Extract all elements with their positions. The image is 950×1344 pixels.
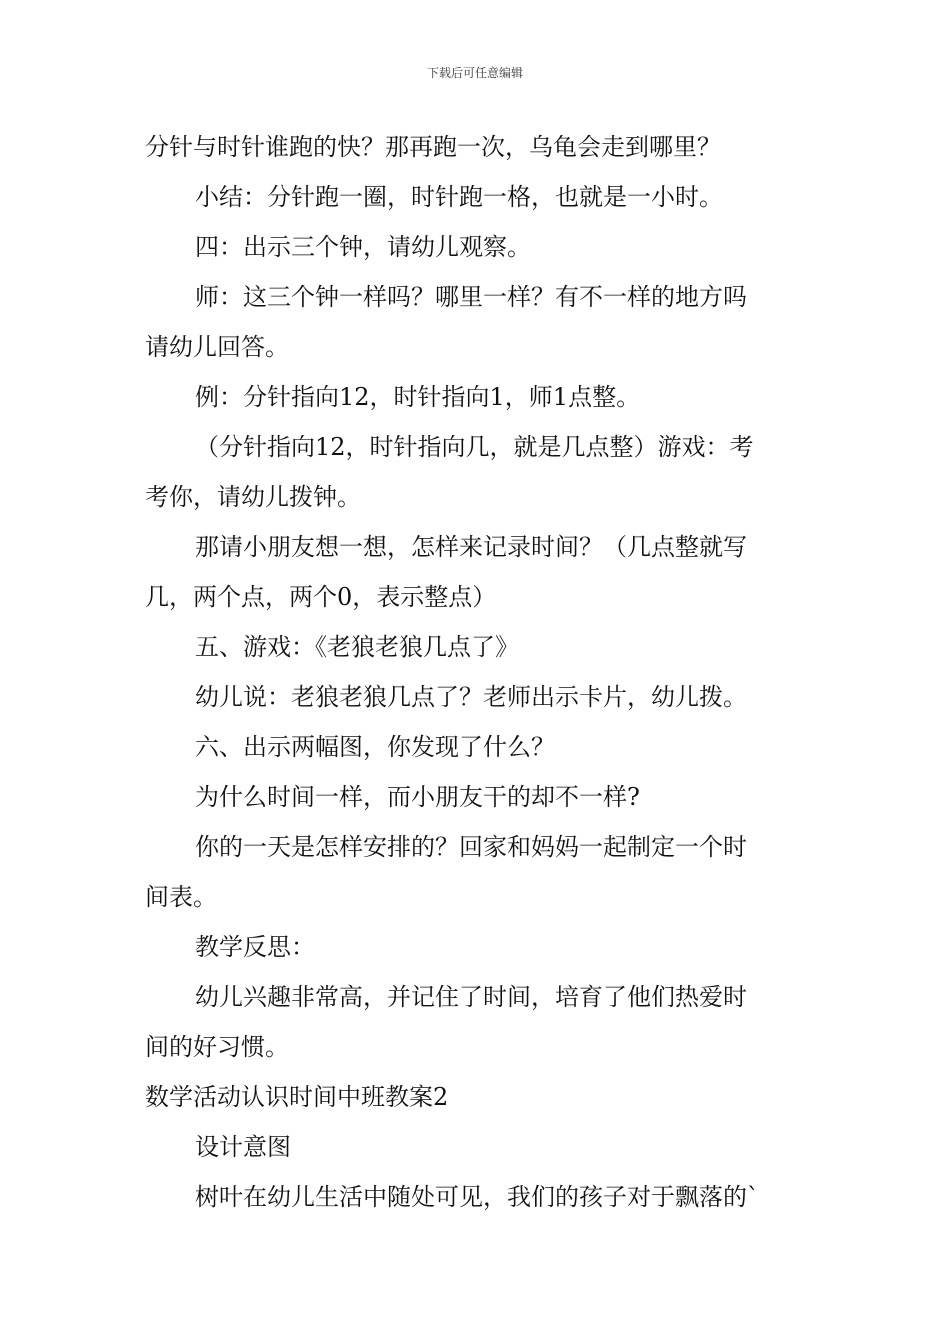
paragraph-line: 那请小朋友想一想，怎样来记录时间？（几点整就写 — [195, 533, 747, 561]
paragraph-line: 几，两个点，两个0，表示整点） — [145, 583, 497, 611]
paragraph-line: 四：出示三个钟，请幼儿观察。 — [195, 233, 531, 261]
paragraph-line: 考你，请幼儿拨钟。 — [145, 483, 361, 511]
paragraph-line: 你的一天是怎样安排的？回家和妈妈一起制定一个时 — [195, 833, 747, 861]
paragraph-line: 为什么时间一样，而小朋友干的却不一样? — [195, 783, 640, 811]
document-body — [145, 122, 810, 1222]
paragraph-line: 六、出示两幅图，你发现了什么？ — [195, 733, 555, 761]
paragraph-line: 幼儿兴趣非常高，并记住了时间，培育了他们热爱时 — [195, 983, 747, 1011]
paragraph-line: 请幼儿回答。 — [145, 333, 289, 361]
paragraph-line: 分针与时针谁跑的快？那再跑一次，乌龟会走到哪里？ — [145, 133, 721, 161]
paragraph-line: 五、游戏：《老狼老狼几点了》 — [195, 633, 519, 661]
paragraph-line: 师：这三个钟一样吗？哪里一样？有不一样的地方吗 — [195, 283, 747, 311]
paragraph-line: 间表。 — [145, 883, 217, 911]
paragraph-line: 间的好习惯。 — [145, 1033, 289, 1061]
paragraph-line: 数学活动认识时间中班教案2 — [145, 1083, 449, 1111]
page-header: 下载后可任意编辑 — [426, 66, 523, 80]
paragraph-line: 设计意图 — [195, 1133, 291, 1161]
paragraph-line: 例：分针指向12，时针指向1，师1点整。 — [195, 383, 641, 411]
paragraph-line: （分针指向12，时针指向几，就是几点整）游戏：考 — [195, 433, 754, 461]
paragraph-line: 教学反思： — [195, 933, 315, 961]
paragraph-line: 小结：分针跑一圈，时针跑一格，也就是一小时。 — [195, 183, 723, 211]
paragraph-line: 树叶在幼儿生活中随处可见，我们的孩子对于飘落的` — [195, 1183, 759, 1211]
paragraph-line: 幼儿说：老狼老狼几点了？老师出示卡片，幼儿拨。 — [195, 683, 747, 711]
